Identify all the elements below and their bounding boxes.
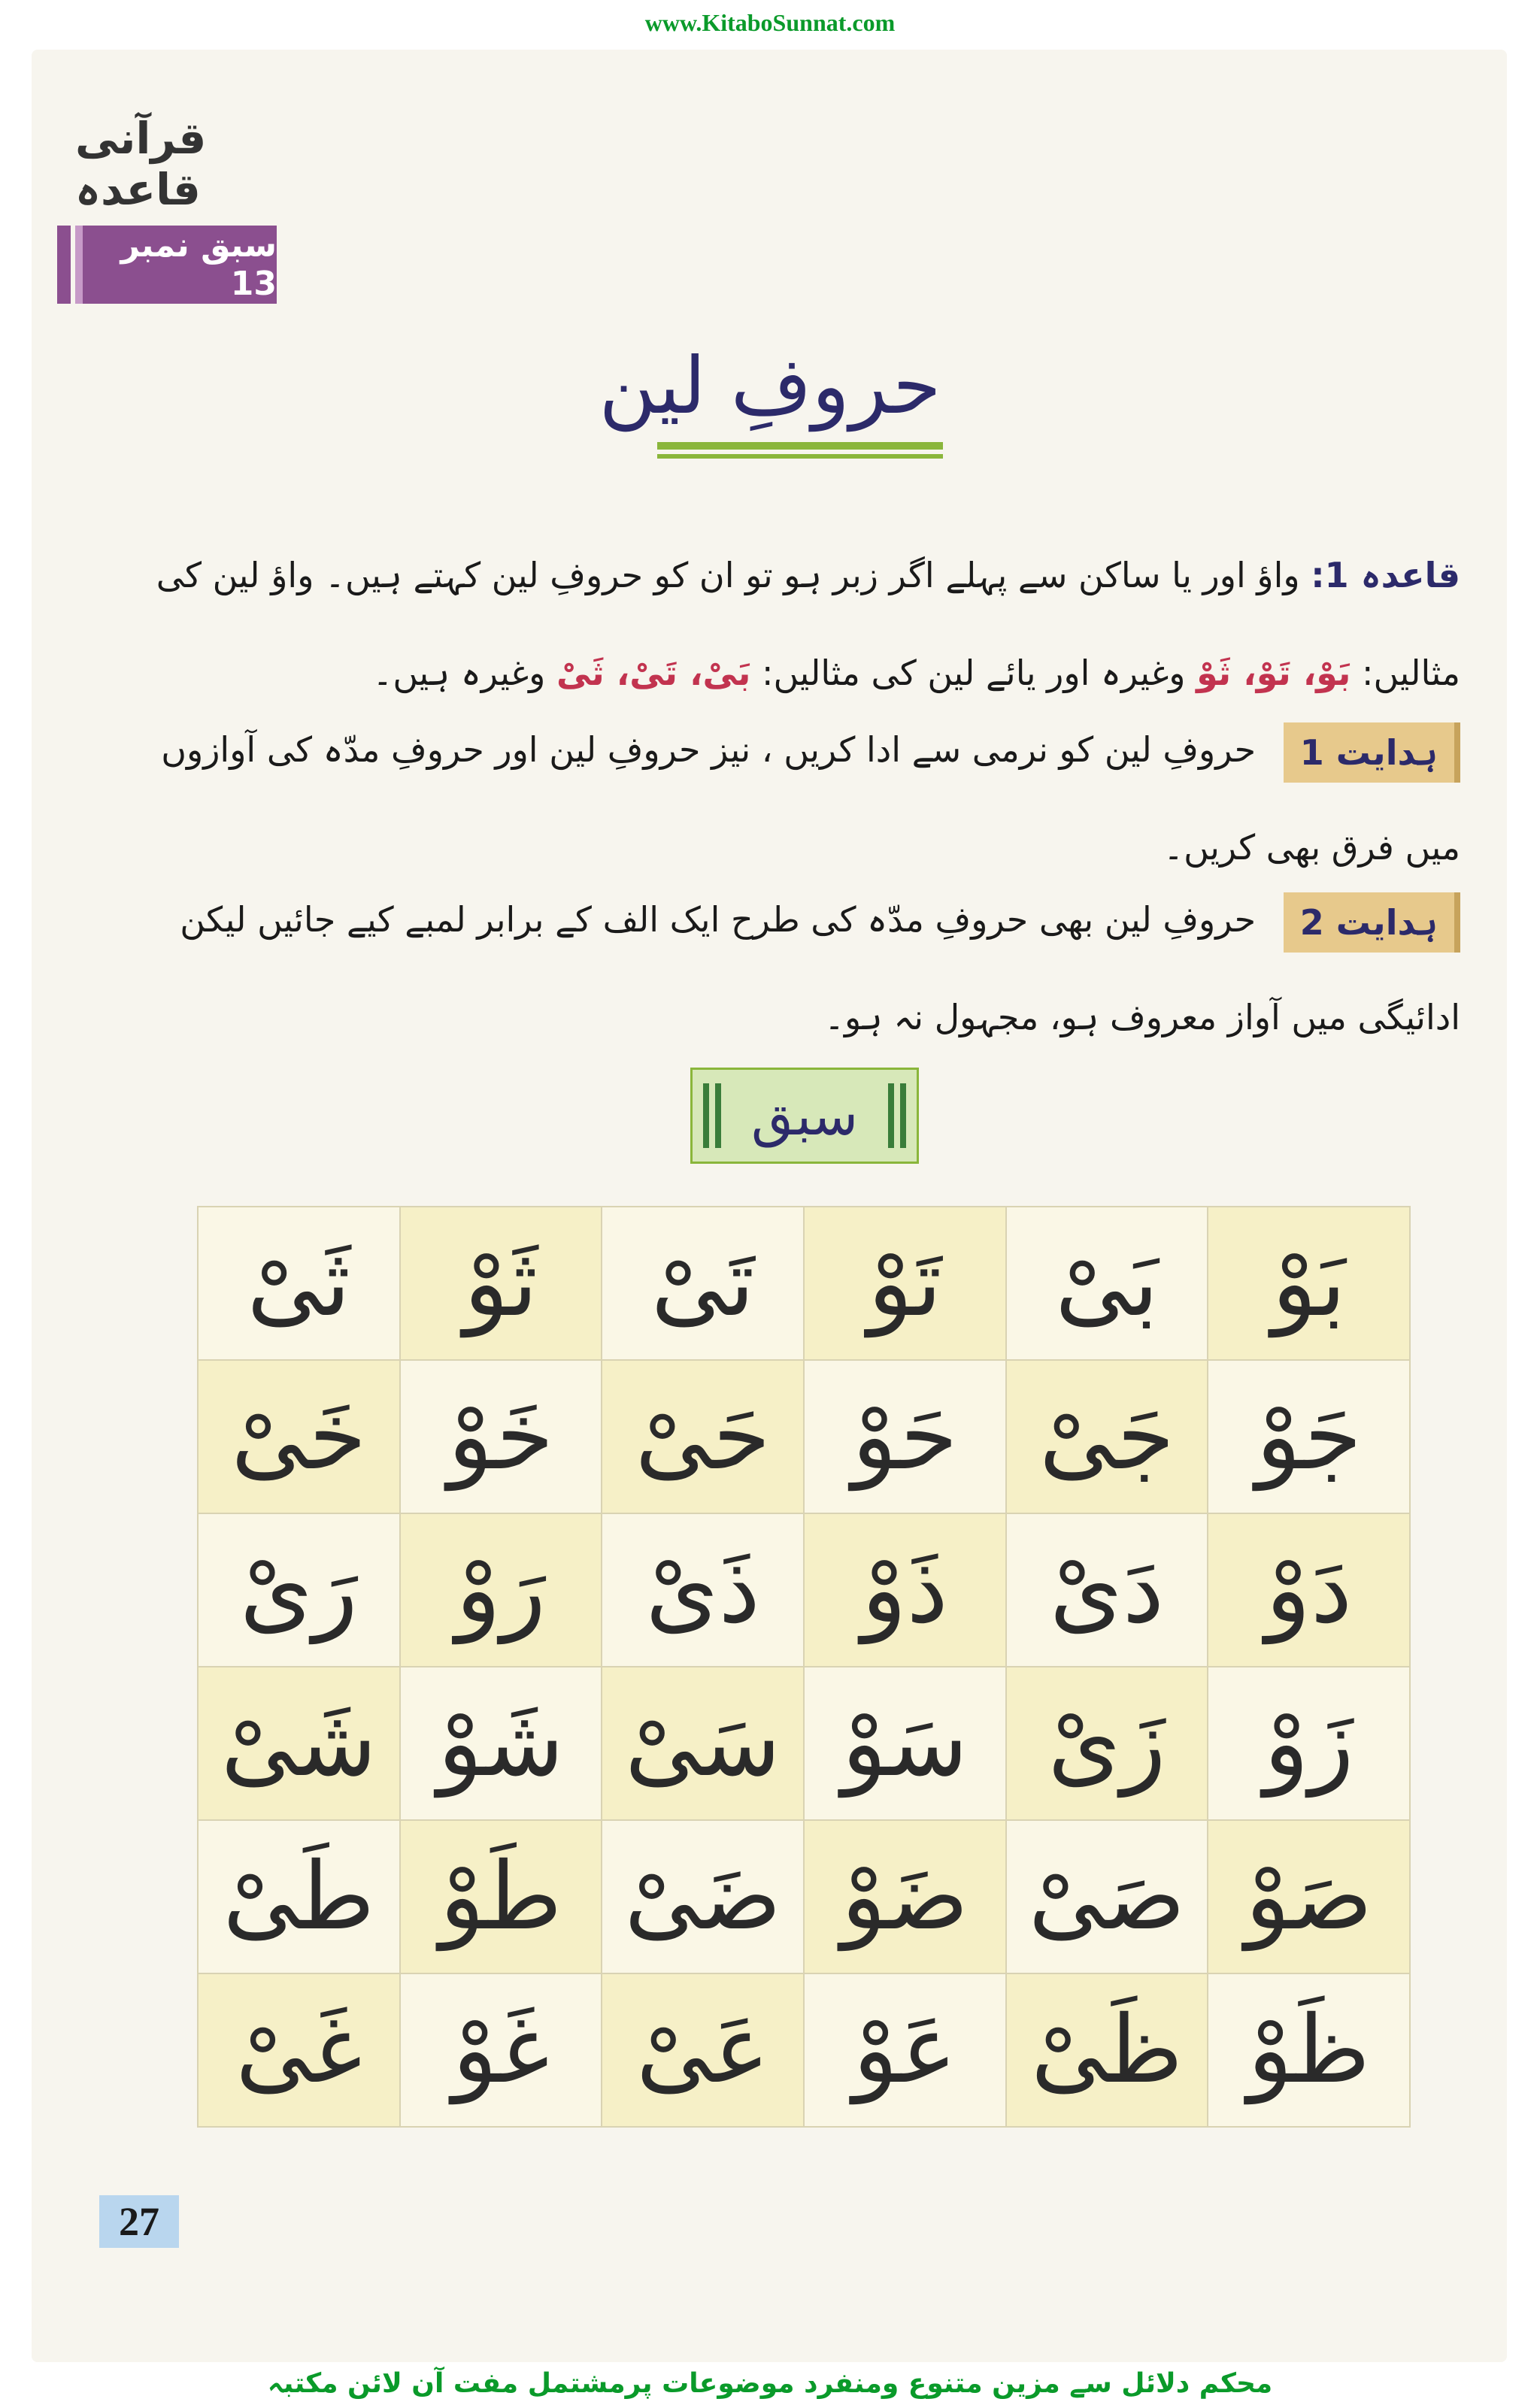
letter-cell xyxy=(199,1821,401,1974)
letter-cell xyxy=(805,1821,1007,1974)
footer-tagline: محکم دلائل سے مزین متنوع ومنفرد موضوعات پرمشتمل مفت آن لائن مکتبہ xyxy=(267,2368,1273,2399)
letter-cell-text: دَیْ xyxy=(1049,1536,1165,1644)
page-number: 27 xyxy=(99,2195,179,2248)
rule-text-b: وغیرہ اور یائے لین کی مثالیں: xyxy=(761,653,1186,693)
guidance-2-text: حروفِ لین بھی حروفِ مدّہ کی طرح ایک الف کے برابر لمبے کیے جائیں لیکن ادائیگی میں آواز معروف ہو، مجہول نہ ہو۔ xyxy=(180,899,1460,1037)
letter-cell-text: بَیْ xyxy=(1055,1229,1159,1337)
letter-cell xyxy=(602,1207,805,1361)
letter-cell-text: حَیْ xyxy=(635,1383,771,1491)
letter-cell-text: ذَیْ xyxy=(645,1536,760,1644)
letter-cell-text: رَیْ xyxy=(239,1536,358,1644)
letter-cell xyxy=(805,1667,1007,1821)
letter-cell xyxy=(1007,1821,1209,1974)
letter-cell xyxy=(602,1514,805,1667)
letter-cell-text: صَیْ xyxy=(1028,1843,1186,1951)
letter-cell-text: بَوْ xyxy=(1272,1229,1346,1337)
guidance-1-tag: ہدایت 1 xyxy=(1284,722,1460,783)
rule-lead: قاعدہ 1: xyxy=(1311,555,1460,595)
letter-cell xyxy=(602,1361,805,1514)
letter-cell xyxy=(401,1974,603,2128)
page-title: حروفِ لین xyxy=(599,340,941,432)
letter-cell-text: ذَوْ xyxy=(861,1536,948,1644)
letter-cell-text: ظَیْ xyxy=(1030,1996,1184,2104)
letter-cell xyxy=(401,1667,603,1821)
letter-cell-text: طَیْ xyxy=(223,1843,375,1951)
letter-cell xyxy=(805,1974,1007,2128)
box-bar-left-2 xyxy=(715,1083,721,1148)
guidance-2 xyxy=(120,871,1460,1066)
letter-cell-text: زَیْ xyxy=(1047,1689,1166,1798)
rule-paragraph xyxy=(120,526,1460,722)
letter-cell-text: تَیْ xyxy=(650,1229,755,1337)
letter-cell xyxy=(1208,1974,1411,2128)
letter-cell-text: تَوْ xyxy=(868,1229,942,1337)
guidance-1-text: حروفِ لین کو نرمی سے ادا کریں ، نیز حروفِ لین اور حروفِ مدّہ کی آوازوں میں فرق بھی کریں۔ xyxy=(161,729,1460,868)
letter-cell xyxy=(1007,1207,1209,1361)
letter-cell xyxy=(1208,1514,1411,1667)
letter-cell xyxy=(401,1207,603,1361)
lesson-label: سبق xyxy=(750,1084,859,1147)
letter-cell-text: ضَیْ xyxy=(624,1843,782,1951)
letter-cell-text: حَوْ xyxy=(851,1383,958,1491)
book-title: قرآنی قاعدہ xyxy=(75,113,207,215)
letter-cell-text: خَیْ xyxy=(231,1383,367,1491)
letter-cell xyxy=(602,1974,805,2128)
letter-cell-text: جَوْ xyxy=(1256,1383,1363,1491)
title-underline-thin xyxy=(657,454,943,459)
rule-text-c: وغیرہ ہیں۔ xyxy=(372,653,546,693)
watermark-url[interactable]: www.KitaboSunnat.com xyxy=(644,9,896,36)
letter-cell xyxy=(199,1514,401,1667)
letter-cell-text: شَیْ xyxy=(220,1689,377,1798)
letter-cell xyxy=(1007,1361,1209,1514)
letter-cell-text: عَوْ xyxy=(853,1996,957,2104)
letter-cell xyxy=(805,1207,1007,1361)
letter-cell xyxy=(602,1821,805,1974)
letter-cell-text: عَیْ xyxy=(636,1996,770,2104)
guidance-2-tag: ہدایت 2 xyxy=(1284,892,1460,953)
letter-cell xyxy=(1208,1361,1411,1514)
letter-cell xyxy=(401,1361,603,1514)
letter-cell-text: غَیْ xyxy=(235,1996,362,2104)
box-bar-left xyxy=(703,1083,709,1148)
letter-cell-text: ثَیْ xyxy=(247,1229,351,1337)
letter-cell-text: جَیْ xyxy=(1039,1383,1175,1491)
title-underline xyxy=(657,442,943,450)
letter-cell-text: غَوْ xyxy=(452,1996,550,2104)
letter-cell-text: خَوْ xyxy=(447,1383,554,1491)
letter-cell xyxy=(1208,1207,1411,1361)
letter-cell xyxy=(1007,1974,1209,2128)
letter-cell-text: رَوْ xyxy=(456,1536,546,1644)
lesson-badge xyxy=(75,226,277,304)
rule-text-a: واؤ اور یا ساکن سے پہلے اگر زبر ہو تو ان کو حروفِ لین کہتے ہیں۔ واؤ لین کی مثالیں: xyxy=(156,555,1460,693)
letter-cell xyxy=(199,1974,401,2128)
letter-cell xyxy=(199,1207,401,1361)
lesson-label-box xyxy=(690,1068,919,1164)
letter-cell xyxy=(805,1361,1007,1514)
badge-stripe xyxy=(57,226,71,304)
letter-cell-text: طَوْ xyxy=(439,1843,562,1951)
letter-cell xyxy=(1007,1667,1209,1821)
box-bar-right xyxy=(900,1083,906,1148)
letter-cell-text: سَوْ xyxy=(841,1689,969,1798)
letter-grid xyxy=(197,1206,1411,2128)
letter-cell xyxy=(199,1667,401,1821)
letter-cell xyxy=(1007,1514,1209,1667)
guidance-1 xyxy=(120,701,1460,896)
letter-cell xyxy=(1208,1667,1411,1821)
letter-cell-text: دَوْ xyxy=(1266,1536,1353,1644)
lesson-badge-label: سبق نمبر 13 xyxy=(120,226,277,303)
letter-cell-text: شَوْ xyxy=(438,1689,564,1798)
letter-cell xyxy=(401,1821,603,1974)
letter-cell xyxy=(1208,1821,1411,1974)
letter-cell-text: سَیْ xyxy=(625,1689,781,1798)
ya-examples: بَیْ، تَیْ، ثَیْ xyxy=(556,653,751,693)
waw-examples: بَوْ، تَوْ، ثَوْ xyxy=(1196,653,1351,693)
letter-cell xyxy=(805,1514,1007,1667)
letter-cell-text: ثَوْ xyxy=(463,1229,538,1337)
letter-cell xyxy=(199,1361,401,1514)
letter-cell-text: زَوْ xyxy=(1263,1689,1354,1798)
letter-cell xyxy=(401,1514,603,1667)
box-bar-right-2 xyxy=(888,1083,894,1148)
letter-cell xyxy=(602,1667,805,1821)
letter-cell-text: صَوْ xyxy=(1245,1843,1373,1951)
letter-cell-text: ضَوْ xyxy=(841,1843,969,1951)
letter-cell-text: ظَوْ xyxy=(1247,1996,1371,2104)
